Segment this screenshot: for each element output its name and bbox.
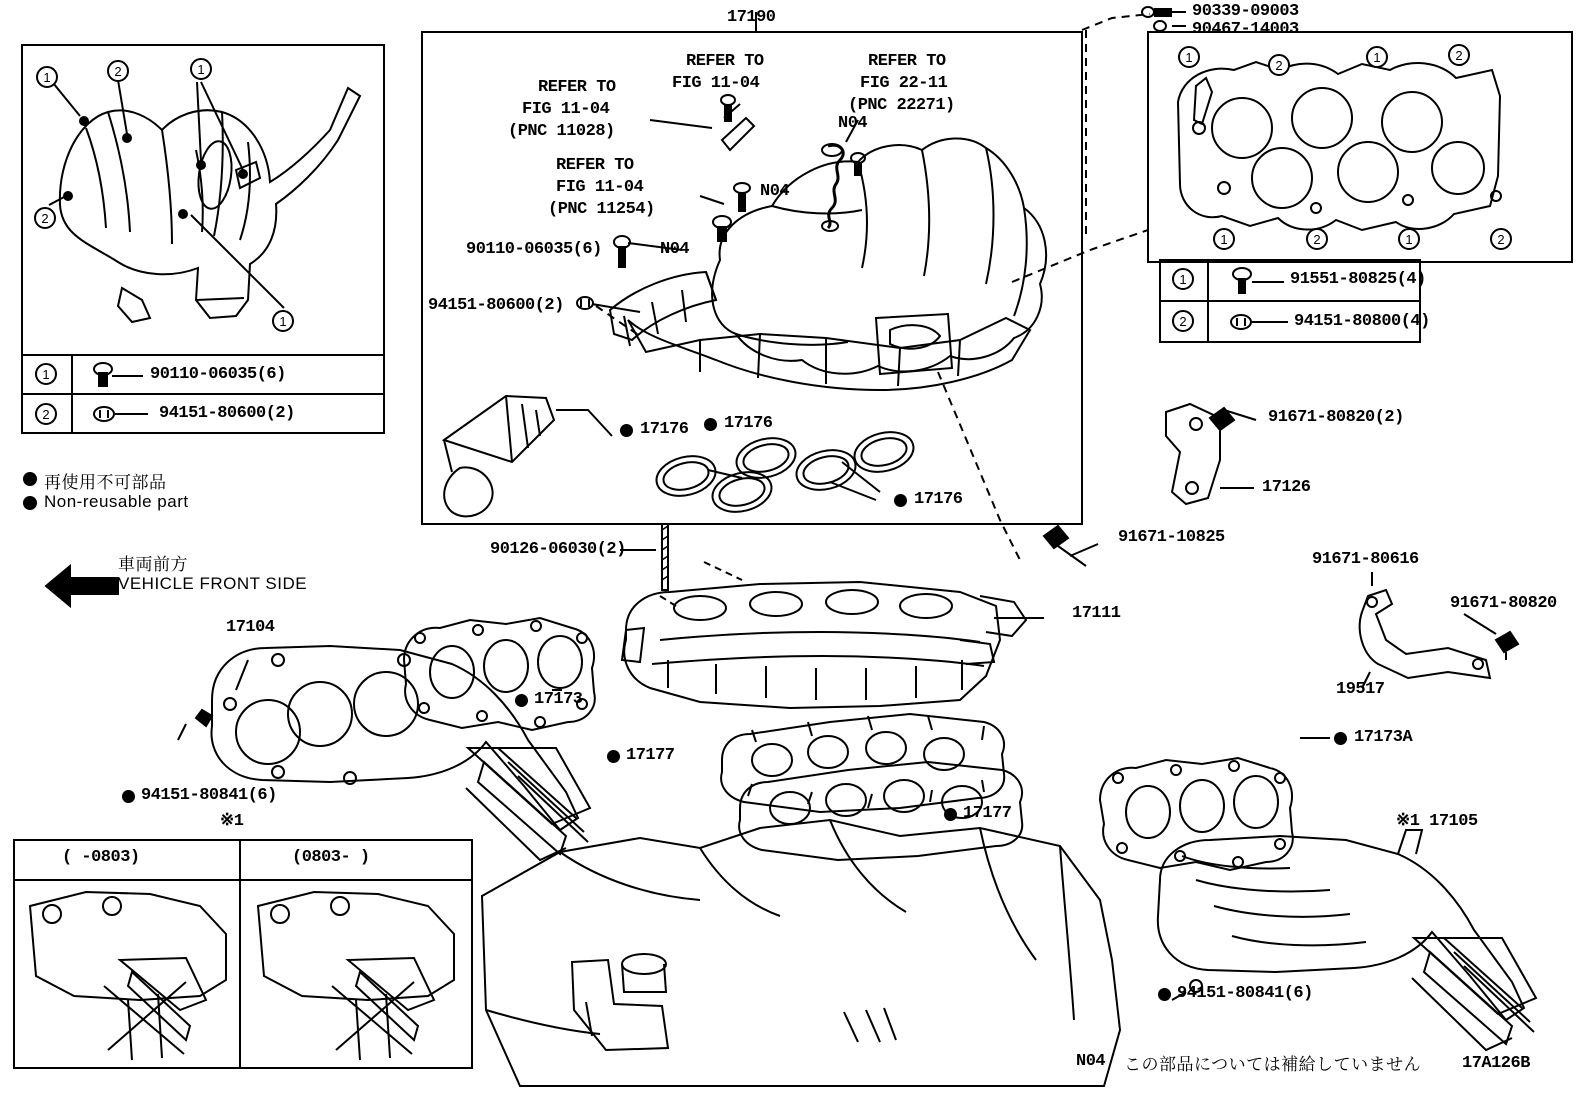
inset-circle-1-bottom: 1 <box>272 310 294 332</box>
callout-91671-80820-2: 91671-80820(2) <box>1268 408 1404 427</box>
callout-94151-80600: 94151-80600(2) <box>428 296 564 315</box>
callout-17177-a: 17177 <box>626 746 675 765</box>
variant-right-label: (0803- ) <box>292 848 370 867</box>
nonreusable-dot-94151-80841-a <box>122 790 135 803</box>
nonreusable-dot-17173 <box>515 694 528 707</box>
refer-note-3-line1: REFER TO <box>868 52 946 71</box>
right-inset-circle-2a: 2 <box>1268 54 1290 76</box>
callout-17173a: 17173A <box>1354 728 1413 747</box>
callout-17173: 17173 <box>534 690 583 709</box>
refer-note-2-line2: FIG 11-04 <box>672 74 760 93</box>
right-inset-circle-2c: 2 <box>1306 228 1328 250</box>
refer-note-1-line1: REFER TO <box>538 78 616 97</box>
footnote-jp: この部品については補給していません <box>1124 1055 1422 1075</box>
refer-note-3-line3: (PNC 22271) <box>848 96 955 115</box>
callout-17111: 17111 <box>1072 604 1121 623</box>
nonreusable-dot-17176-c <box>894 494 907 507</box>
figure-code: 17A126B <box>1462 1054 1530 1073</box>
callout-90339-09003: 90339-09003 <box>1192 2 1299 21</box>
callout-n04-top: N04 <box>838 114 868 133</box>
callout-19517: 19517 <box>1336 680 1385 699</box>
inset-circle-1-top: 1 <box>190 58 212 80</box>
vehicle-front-en: VEHICLE FRONT SIDE <box>118 574 308 593</box>
refer-note-1-line3: (PNC 11028) <box>508 122 615 141</box>
callout-17190: 17190 <box>727 8 776 27</box>
callout-ref-mark-1: ※1 <box>220 812 244 831</box>
nonreusable-dot-94151-80841-b <box>1158 988 1171 1001</box>
refer-note-4-line3: (PNC 11254) <box>548 200 655 219</box>
vehicle-front-jp: 車両前方 <box>118 555 188 575</box>
legend-left-num-2: 2 <box>35 403 57 425</box>
note-nonreusable-en: Non-reusable part <box>44 492 189 511</box>
right-inset-circle-1c: 1 <box>1213 228 1235 250</box>
nonreusable-dot-17176-b <box>704 418 717 431</box>
callout-17105: ※1 17105 <box>1396 812 1478 831</box>
legend-left-num-1: 1 <box>35 363 57 385</box>
callout-94151-80841-b: 94151-80841(6) <box>1177 984 1313 1003</box>
right-inset-circle-1b: 1 <box>1366 46 1388 68</box>
callout-17176-b: 17176 <box>724 414 773 433</box>
legend-right-num-2: 2 <box>1172 310 1194 332</box>
callout-90126-06030: 90126-06030(2) <box>490 540 626 559</box>
nonreusable-dot-17177-a <box>607 750 620 763</box>
callout-17177-b: 17177 <box>963 804 1012 823</box>
note-nonreusable-jp: 再使用不可部品 <box>44 473 167 493</box>
legend-right-part-2: 94151-80800(4) <box>1294 312 1430 331</box>
callout-91671-80616: 91671-80616 <box>1312 550 1419 569</box>
callout-91671-80820: 91671-80820 <box>1450 594 1557 613</box>
callout-17176-c: 17176 <box>914 490 963 509</box>
right-inset-circle-1a: 1 <box>1178 46 1200 68</box>
nonreusable-dot-17177-b <box>944 808 957 821</box>
callout-17126: 17126 <box>1262 478 1311 497</box>
callout-17104: 17104 <box>226 618 275 637</box>
refer-note-1-line2: FIG 11-04 <box>522 100 610 119</box>
inset-circle-1-left: 1 <box>36 66 58 88</box>
callout-90467-14003: 90467-14003 <box>1192 20 1299 39</box>
footnote-code: N04 <box>1076 1052 1106 1071</box>
right-inset-circle-1d: 1 <box>1398 228 1420 250</box>
right-inset-circle-2b: 2 <box>1448 44 1470 66</box>
refer-note-4-line1: REFER TO <box>556 156 634 175</box>
legend-left-part-2: 94151-80600(2) <box>159 404 295 423</box>
legend-right-part-1: 91551-80825(4) <box>1290 270 1426 289</box>
callout-91671-10825: 91671-10825 <box>1118 528 1225 547</box>
refer-note-2-line1: REFER TO <box>686 52 764 71</box>
callout-n04-low: N04 <box>660 240 690 259</box>
inset-circle-2-left: 2 <box>34 207 56 229</box>
right-inset-circle-2d: 2 <box>1490 228 1512 250</box>
callout-n04-mid: N04 <box>760 182 790 201</box>
refer-note-3-line2: FIG 22-11 <box>860 74 948 93</box>
inset-circle-2-top: 2 <box>107 60 129 82</box>
legend-left-part-1: 90110-06035(6) <box>150 365 286 384</box>
callout-90110-06035: 90110-06035(6) <box>466 240 602 259</box>
refer-note-4-line2: FIG 11-04 <box>556 178 644 197</box>
variant-left-label: ( -0803) <box>62 848 140 867</box>
callout-94151-80841-a: 94151-80841(6) <box>141 786 277 805</box>
callout-17176-a: 17176 <box>640 420 689 439</box>
legend-right-num-1: 1 <box>1172 268 1194 290</box>
nonreusable-dot-17173a <box>1334 732 1347 745</box>
nonreusable-dot-17176-a <box>620 424 633 437</box>
